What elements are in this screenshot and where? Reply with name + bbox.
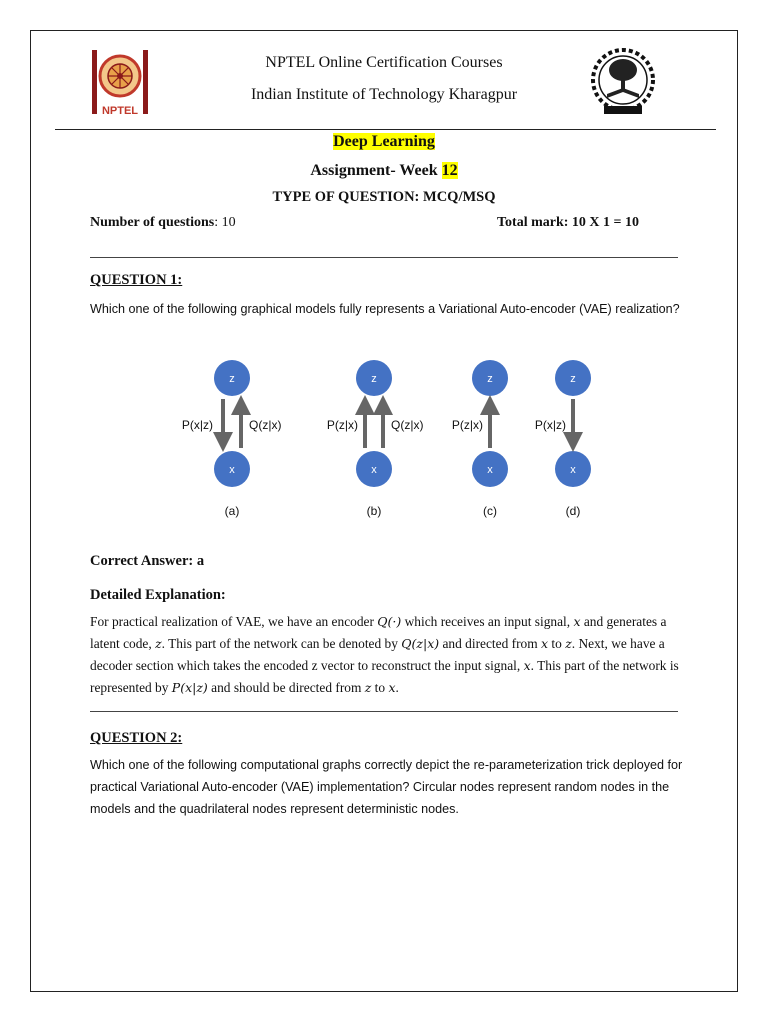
- num-questions-label: Number of questions: [90, 215, 215, 230]
- num-questions: [90, 215, 236, 231]
- svg-text:z: z: [487, 373, 493, 385]
- svg-text:z: z: [570, 373, 576, 385]
- assignment-title: [0, 162, 768, 180]
- header-line-2: Indian Institute of Technology Kharagpur: [250, 86, 518, 103]
- svg-text:x: x: [570, 464, 576, 476]
- q1-text: Which one of the following graphical models fully represents a Variational Auto-encoder (VAE) realization?: [90, 302, 680, 316]
- svg-text:x: x: [371, 464, 377, 476]
- svg-text:x: x: [487, 464, 493, 476]
- svg-text:P(x|z): P(x|z): [181, 418, 213, 432]
- svg-text:(a): (a): [224, 504, 240, 518]
- svg-text:P(z|x): P(z|x): [326, 418, 358, 432]
- q1-graphical-models: [170, 355, 600, 525]
- q2-text: Which one of the following computational graphs correctly depict the re-parameterization trick deployed for practical Variational Auto-encoder (VAE) implementation? Circular nodes represent random nodes in the models and the quadrilateral nodes represent deterministic nodes.: [90, 758, 683, 816]
- q1-heading: QUESTION 1:: [90, 272, 183, 288]
- svg-text:P(z|x): P(z|x): [451, 418, 483, 432]
- assignment-prefix: Assignment- Week: [310, 162, 442, 179]
- svg-text:(b): (b): [366, 504, 382, 518]
- q1-answer: Correct Answer: a: [90, 553, 205, 569]
- course-title: [0, 133, 768, 151]
- divider-1: [90, 257, 678, 258]
- q1-explanation: For practical realization of VAE, we have an encoder Q(·) which receives an input signal, x and generates a latent code, z. This part of the network can be denoted by Q(z|x) and directed from x to z. Next, we have a decoder section which takes the encoded z vector to reconstruct the input signal, x. This part of the network is represented by P(x|z) and should be directed from z to x.: [90, 614, 679, 695]
- header-divider: [55, 129, 716, 130]
- svg-text:Q(z|x): Q(z|x): [249, 418, 282, 432]
- q1-explanation-heading: Detailed Explanation:: [90, 587, 226, 603]
- header-line-1: NPTEL Online Certification Courses: [265, 54, 503, 71]
- diagram-a: [182, 360, 282, 518]
- svg-text:(d): (d): [565, 504, 581, 518]
- svg-text:P(x|z): P(x|z): [534, 418, 566, 432]
- svg-text:NPTEL: NPTEL: [101, 105, 139, 117]
- diagram-c: [452, 360, 508, 518]
- question-type: TYPE OF QUESTION: MCQ/MSQ: [272, 189, 496, 205]
- svg-text:x: x: [229, 464, 235, 476]
- num-questions-value: : 10: [214, 215, 236, 230]
- diagram-d: [535, 360, 591, 518]
- svg-text:z: z: [229, 373, 235, 385]
- total-mark: Total mark: 10 X 1 = 10: [497, 215, 640, 230]
- q2-heading: QUESTION 2:: [90, 730, 183, 746]
- course-title-text: Deep Learning: [333, 133, 435, 150]
- week-number: 12: [441, 162, 458, 179]
- svg-text:(c): (c): [483, 504, 497, 518]
- svg-text:Q(z|x): Q(z|x): [391, 418, 424, 432]
- svg-text:z: z: [371, 373, 377, 385]
- divider-2: [90, 711, 678, 712]
- diagram-b: [327, 360, 424, 518]
